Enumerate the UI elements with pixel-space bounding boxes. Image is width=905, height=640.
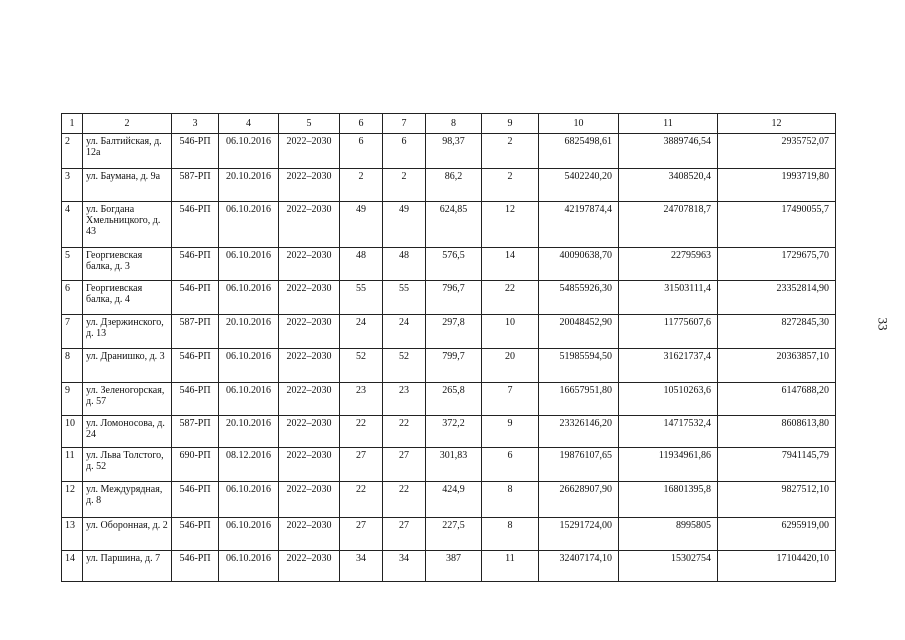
table-cell: 587-РП bbox=[172, 315, 219, 349]
table-cell: 2022–2030 bbox=[279, 202, 340, 248]
table-cell: 4 bbox=[62, 202, 83, 248]
table-cell: 12 bbox=[482, 202, 539, 248]
header-cell: 2 bbox=[83, 114, 172, 134]
table-cell: 23 bbox=[383, 383, 426, 416]
table-cell: 54855926,30 bbox=[539, 281, 619, 315]
table-cell: 576,5 bbox=[426, 248, 482, 281]
table-cell: 2022–2030 bbox=[279, 315, 340, 349]
table-cell: 227,5 bbox=[426, 518, 482, 551]
table-cell: 20363857,10 bbox=[718, 349, 836, 383]
table-cell: 2022–2030 bbox=[279, 169, 340, 202]
table-cell: 48 bbox=[383, 248, 426, 281]
table-row bbox=[62, 281, 836, 315]
table-cell: 546-РП bbox=[172, 383, 219, 416]
table-cell: 2022–2030 bbox=[279, 281, 340, 315]
table-cell: 2022–2030 bbox=[279, 349, 340, 383]
table-cell: 546-РП bbox=[172, 134, 219, 169]
header-row bbox=[62, 114, 836, 134]
table-cell: 2 bbox=[383, 169, 426, 202]
table-row bbox=[62, 551, 836, 582]
table-row bbox=[62, 202, 836, 248]
table-cell: 10 bbox=[62, 416, 83, 448]
table-row bbox=[62, 416, 836, 448]
table-cell: 301,83 bbox=[426, 448, 482, 482]
table-cell: 15302754 bbox=[619, 551, 718, 582]
table-cell: 48 bbox=[340, 248, 383, 281]
table-cell: 06.10.2016 bbox=[219, 202, 279, 248]
header-cell: 8 bbox=[426, 114, 482, 134]
header-cell: 5 bbox=[279, 114, 340, 134]
table-cell: 387 bbox=[426, 551, 482, 582]
table-cell: 06.10.2016 bbox=[219, 134, 279, 169]
table-cell: 20.10.2016 bbox=[219, 169, 279, 202]
table-cell: 42197874,4 bbox=[539, 202, 619, 248]
table-cell: 22 bbox=[383, 482, 426, 518]
table-cell: 8 bbox=[482, 518, 539, 551]
data-table bbox=[61, 113, 836, 582]
table-row bbox=[62, 448, 836, 482]
table-cell: 15291724,00 bbox=[539, 518, 619, 551]
table-cell: 2935752,07 bbox=[718, 134, 836, 169]
table-row bbox=[62, 248, 836, 281]
header-cell: 10 bbox=[539, 114, 619, 134]
table-cell: 06.10.2016 bbox=[219, 482, 279, 518]
table-cell: 22 bbox=[340, 416, 383, 448]
table-cell: 20.10.2016 bbox=[219, 315, 279, 349]
header-cell: 1 bbox=[62, 114, 83, 134]
table-cell: 11 bbox=[62, 448, 83, 482]
table-cell: 06.10.2016 bbox=[219, 248, 279, 281]
table-row bbox=[62, 169, 836, 202]
table-cell: 55 bbox=[383, 281, 426, 315]
header-cell: 6 bbox=[340, 114, 383, 134]
table-cell: ул. Баумана, д. 9а bbox=[83, 169, 172, 202]
table-cell: 86,2 bbox=[426, 169, 482, 202]
table-cell: 32407174,10 bbox=[539, 551, 619, 582]
table-cell: 8608613,80 bbox=[718, 416, 836, 448]
table-cell: 06.10.2016 bbox=[219, 518, 279, 551]
table-cell: 9 bbox=[62, 383, 83, 416]
table-cell: 372,2 bbox=[426, 416, 482, 448]
table-cell: 546-РП bbox=[172, 551, 219, 582]
table-cell: 796,7 bbox=[426, 281, 482, 315]
table-cell: Георгиевская балка, д. 4 bbox=[83, 281, 172, 315]
table-cell: 51985594,50 bbox=[539, 349, 619, 383]
table-cell: ул. Ломоносова, д. 24 bbox=[83, 416, 172, 448]
table-cell: 11934961,86 bbox=[619, 448, 718, 482]
table-cell: 3889746,54 bbox=[619, 134, 718, 169]
table-cell: 546-РП bbox=[172, 248, 219, 281]
table-cell: 08.12.2016 bbox=[219, 448, 279, 482]
table-cell: 22795963 bbox=[619, 248, 718, 281]
table-cell: 31503111,4 bbox=[619, 281, 718, 315]
header-cell: 11 bbox=[619, 114, 718, 134]
table-cell: 546-РП bbox=[172, 202, 219, 248]
table-cell: 16801395,8 bbox=[619, 482, 718, 518]
table-cell: 34 bbox=[383, 551, 426, 582]
table-cell: 546-РП bbox=[172, 518, 219, 551]
table-cell: 23326146,20 bbox=[539, 416, 619, 448]
table-cell: 11 bbox=[482, 551, 539, 582]
table-cell: 22 bbox=[383, 416, 426, 448]
table-cell: 2 bbox=[62, 134, 83, 169]
table-cell: 52 bbox=[340, 349, 383, 383]
table-cell: 7 bbox=[482, 383, 539, 416]
table-cell: 14 bbox=[62, 551, 83, 582]
table-cell: 2022–2030 bbox=[279, 134, 340, 169]
table-cell: 6147688,20 bbox=[718, 383, 836, 416]
table-cell: ул. Паршина, д. 7 bbox=[83, 551, 172, 582]
table-cell: 24 bbox=[383, 315, 426, 349]
table-cell: 40090638,70 bbox=[539, 248, 619, 281]
table-cell: 546-РП bbox=[172, 281, 219, 315]
table-cell: ул. Междурядная, д. 8 bbox=[83, 482, 172, 518]
table-cell: 6 bbox=[383, 134, 426, 169]
table-cell: 8995805 bbox=[619, 518, 718, 551]
table-cell: 6295919,00 bbox=[718, 518, 836, 551]
table-cell: 22 bbox=[340, 482, 383, 518]
table-cell: 24 bbox=[340, 315, 383, 349]
table-cell: 3 bbox=[62, 169, 83, 202]
table-cell: 26628907,90 bbox=[539, 482, 619, 518]
table-cell: 20048452,90 bbox=[539, 315, 619, 349]
table-cell: 19876107,65 bbox=[539, 448, 619, 482]
table-cell: 2 bbox=[340, 169, 383, 202]
table-cell: ул. Богдана Хмельницкого, д. 43 bbox=[83, 202, 172, 248]
table-cell: 624,85 bbox=[426, 202, 482, 248]
table-cell: 1993719,80 bbox=[718, 169, 836, 202]
table-cell: 9 bbox=[482, 416, 539, 448]
table-cell: 6825498,61 bbox=[539, 134, 619, 169]
header-cell: 12 bbox=[718, 114, 836, 134]
table-cell: 297,8 bbox=[426, 315, 482, 349]
table-cell: 8272845,30 bbox=[718, 315, 836, 349]
table-cell: 5 bbox=[62, 248, 83, 281]
table-cell: 7 bbox=[62, 315, 83, 349]
table-cell: 13 bbox=[62, 518, 83, 551]
page-number: 33 bbox=[875, 317, 891, 331]
table-cell: 06.10.2016 bbox=[219, 349, 279, 383]
table-cell: 9827512,10 bbox=[718, 482, 836, 518]
table-cell: ул. Зеленогорская, д. 57 bbox=[83, 383, 172, 416]
table-row bbox=[62, 482, 836, 518]
table-row bbox=[62, 315, 836, 349]
table-cell: 27 bbox=[383, 518, 426, 551]
table-cell: 06.10.2016 bbox=[219, 383, 279, 416]
table-cell: 23 bbox=[340, 383, 383, 416]
table-cell: 2022–2030 bbox=[279, 482, 340, 518]
table-cell: 31621737,4 bbox=[619, 349, 718, 383]
table-cell: 34 bbox=[340, 551, 383, 582]
header-cell: 3 bbox=[172, 114, 219, 134]
table-row bbox=[62, 518, 836, 551]
table-cell: 12 bbox=[62, 482, 83, 518]
table-cell: 55 bbox=[340, 281, 383, 315]
table-cell: 20 bbox=[482, 349, 539, 383]
table-cell: 546-РП bbox=[172, 482, 219, 518]
table-cell: 8 bbox=[62, 349, 83, 383]
table-cell: 16657951,80 bbox=[539, 383, 619, 416]
table-cell: 52 bbox=[383, 349, 426, 383]
table-cell: 3408520,4 bbox=[619, 169, 718, 202]
table-cell: 49 bbox=[383, 202, 426, 248]
table-cell: 49 bbox=[340, 202, 383, 248]
table-cell: 2022–2030 bbox=[279, 383, 340, 416]
table-cell: 24707818,7 bbox=[619, 202, 718, 248]
table-cell: 27 bbox=[340, 518, 383, 551]
table-cell: 27 bbox=[340, 448, 383, 482]
table-cell: 6 bbox=[62, 281, 83, 315]
table-cell: 22 bbox=[482, 281, 539, 315]
table-cell: 2022–2030 bbox=[279, 551, 340, 582]
table-cell: 11775607,6 bbox=[619, 315, 718, 349]
table-cell: 587-РП bbox=[172, 169, 219, 202]
table-row bbox=[62, 383, 836, 416]
table-cell: 799,7 bbox=[426, 349, 482, 383]
table-cell: 7941145,79 bbox=[718, 448, 836, 482]
table-cell: 424,9 bbox=[426, 482, 482, 518]
table-cell: 06.10.2016 bbox=[219, 551, 279, 582]
table-cell: 265,8 bbox=[426, 383, 482, 416]
table-cell: 2022–2030 bbox=[279, 448, 340, 482]
table-cell: 14717532,4 bbox=[619, 416, 718, 448]
table-cell: 10510263,6 bbox=[619, 383, 718, 416]
table-row bbox=[62, 134, 836, 169]
table-cell: 2 bbox=[482, 134, 539, 169]
table-row bbox=[62, 349, 836, 383]
table-cell: 2 bbox=[482, 169, 539, 202]
header-cell: 9 bbox=[482, 114, 539, 134]
table-cell: ул. Оборонная, д. 2 bbox=[83, 518, 172, 551]
table-cell: 20.10.2016 bbox=[219, 416, 279, 448]
table-cell: 17104420,10 bbox=[718, 551, 836, 582]
table-cell: 8 bbox=[482, 482, 539, 518]
table-cell: 546-РП bbox=[172, 349, 219, 383]
header-cell: 4 bbox=[219, 114, 279, 134]
table-cell: ул. Льва Толстого, д. 52 bbox=[83, 448, 172, 482]
table-cell: 2022–2030 bbox=[279, 416, 340, 448]
table-cell: 27 bbox=[383, 448, 426, 482]
table-cell: 10 bbox=[482, 315, 539, 349]
table-cell: 23352814,90 bbox=[718, 281, 836, 315]
table-cell: ул. Дранишко, д. 3 bbox=[83, 349, 172, 383]
table-cell: 5402240,20 bbox=[539, 169, 619, 202]
table-cell: 1729675,70 bbox=[718, 248, 836, 281]
header-cell: 7 bbox=[383, 114, 426, 134]
table-cell: 17490055,7 bbox=[718, 202, 836, 248]
table-cell: Георгиевская балка, д. 3 bbox=[83, 248, 172, 281]
table-cell: 14 bbox=[482, 248, 539, 281]
table-cell: 2022–2030 bbox=[279, 248, 340, 281]
table-cell: 2022–2030 bbox=[279, 518, 340, 551]
table-cell: ул. Балтийская, д. 12а bbox=[83, 134, 172, 169]
table-cell: ул. Дзержинского, д. 13 bbox=[83, 315, 172, 349]
table-cell: 98,37 bbox=[426, 134, 482, 169]
table-cell: 587-РП bbox=[172, 416, 219, 448]
table-cell: 6 bbox=[482, 448, 539, 482]
table-cell: 6 bbox=[340, 134, 383, 169]
table-cell: 06.10.2016 bbox=[219, 281, 279, 315]
table-cell: 690-РП bbox=[172, 448, 219, 482]
